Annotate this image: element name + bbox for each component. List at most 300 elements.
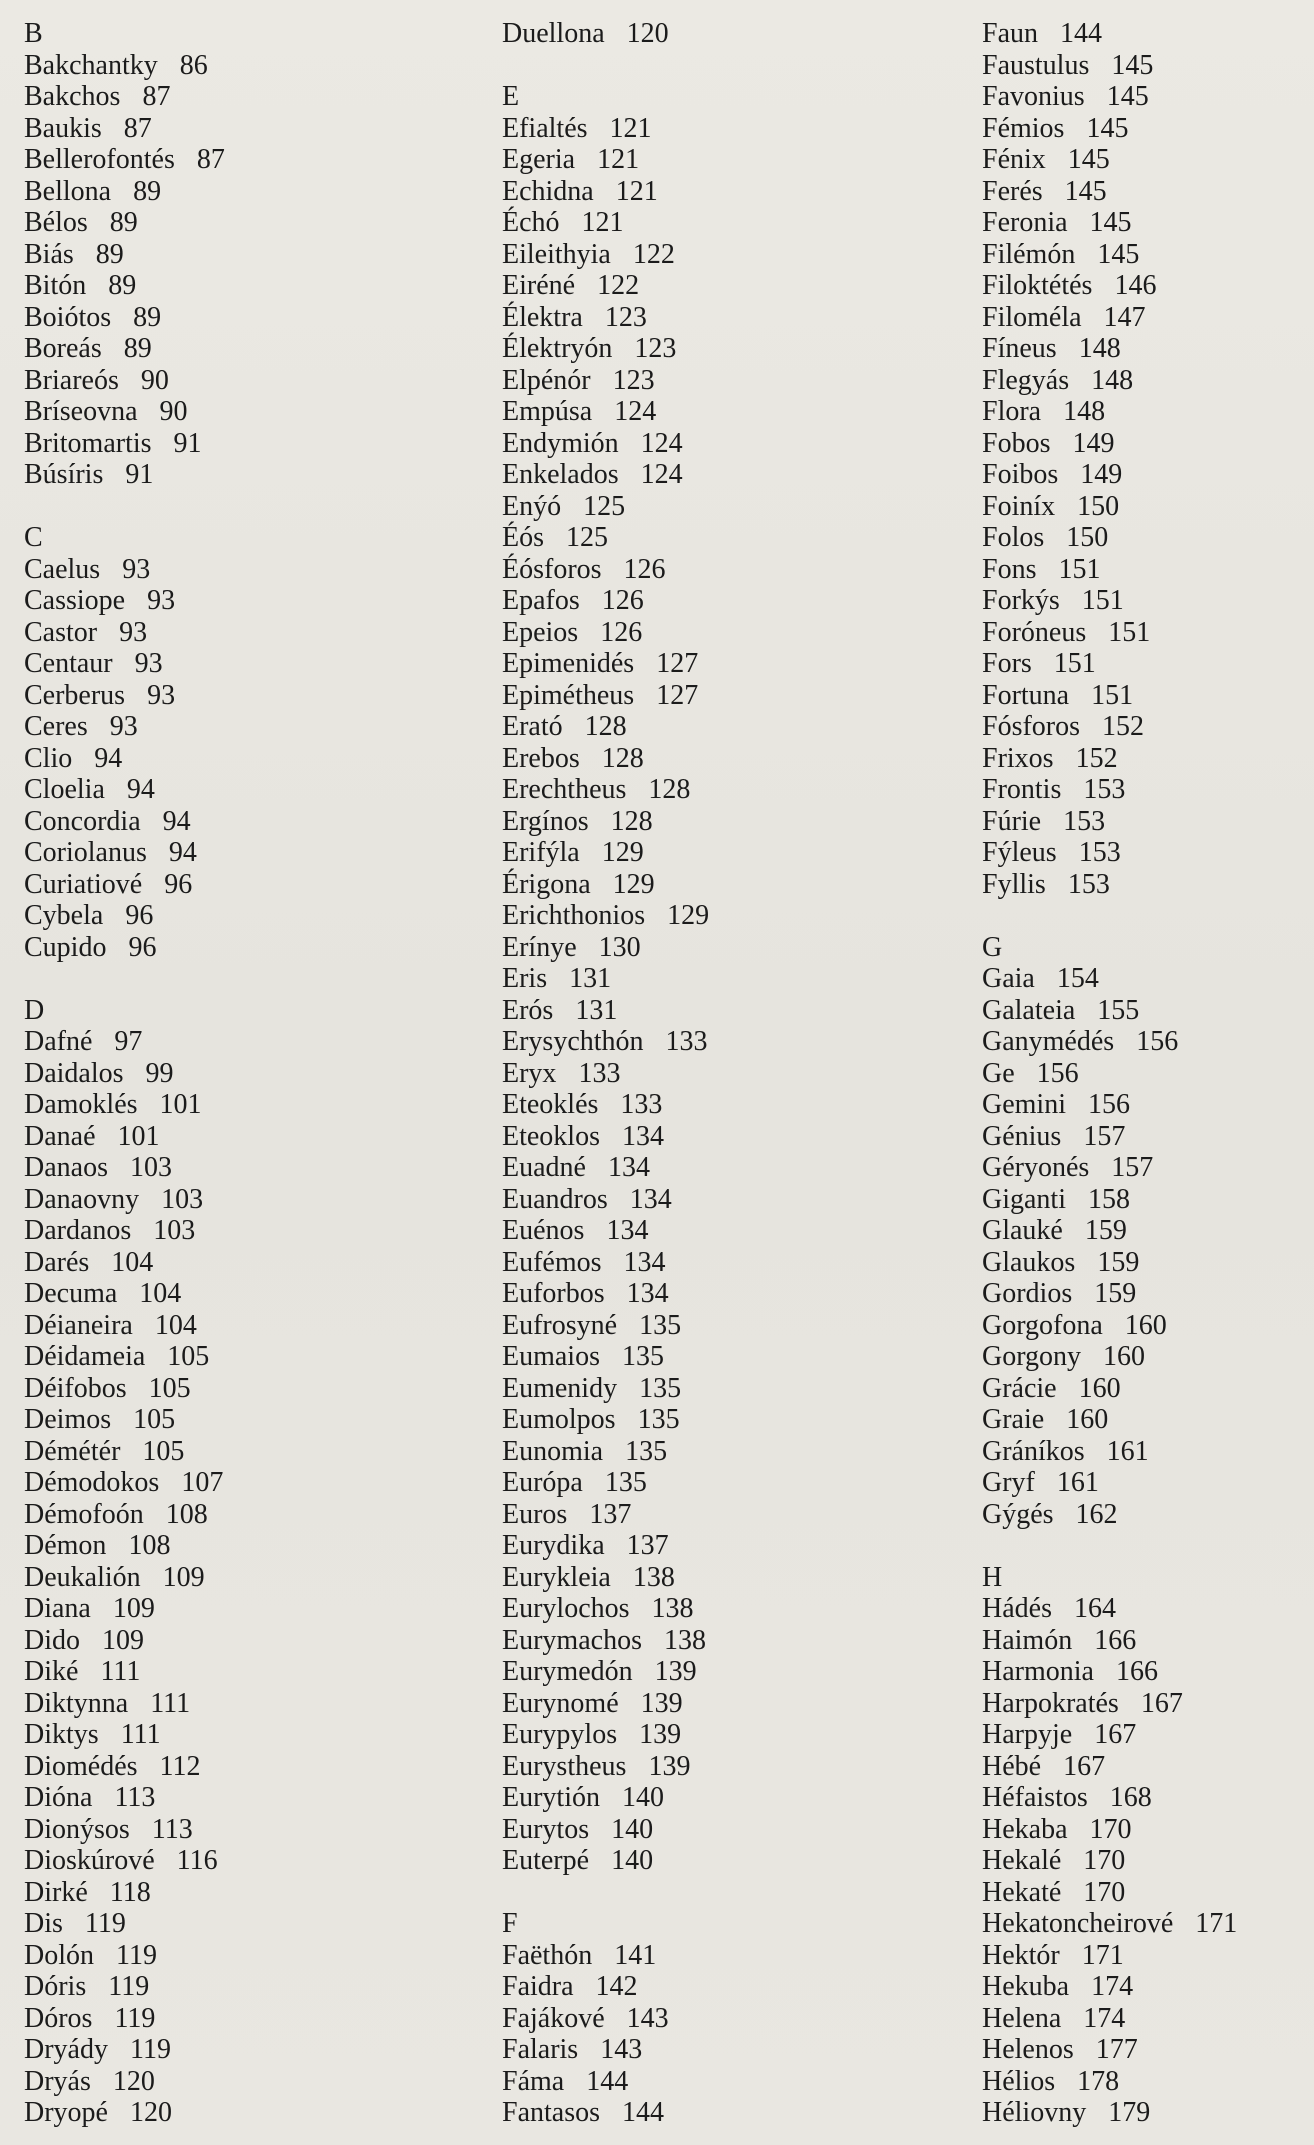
index-entry [982, 2097, 1312, 2129]
entry-page-number: 138 [651, 1593, 694, 1624]
index-entry [502, 1215, 972, 1247]
entry-name: Eurypylos [502, 1719, 618, 1750]
entry-name: Gaia [982, 963, 1035, 994]
index-entry [502, 1152, 972, 1184]
entry-name: Gorgofona [982, 1309, 1103, 1341]
entry-page-number: 142 [595, 1971, 638, 2002]
entry-page-number: 109 [102, 1624, 144, 1656]
entry-page-number: 119 [116, 1939, 157, 1971]
entry-page-number: 131 [575, 994, 618, 1026]
entry-name: Bakchantky [24, 49, 158, 81]
entry-page-number: 135 [604, 1467, 647, 1498]
index-entry [982, 617, 1312, 649]
entry-name: Frixos [982, 742, 1054, 774]
entry-page-number: 161 [1056, 1467, 1099, 1498]
index-entry [982, 2034, 1312, 2066]
entry-page-number: 111 [120, 1719, 161, 1750]
entry-name: Diomédés [24, 1750, 138, 1782]
entry-page-number: 171 [1081, 1939, 1124, 1971]
entry-name: Glaukos [982, 1246, 1076, 1278]
index-entry [502, 869, 972, 901]
index-entry [502, 239, 972, 271]
entry-page-number: 124 [614, 396, 657, 427]
index-entry [982, 1310, 1312, 1342]
entry-name: Frontis [982, 774, 1062, 805]
index-entry [502, 995, 972, 1027]
entry-page-number: 103 [153, 1215, 196, 1246]
index-entry [24, 1278, 494, 1310]
entry-name: Helenos [982, 2034, 1074, 2065]
index-entry [502, 1184, 972, 1216]
entry-page-number: 89 [123, 333, 152, 364]
index-entry [24, 837, 494, 869]
entry-page-number: 174 [1083, 2002, 1126, 2034]
index-entry [502, 1026, 972, 1058]
entry-page-number: 101 [117, 1120, 160, 1152]
index-entry [24, 1908, 494, 1940]
entry-page-number: 103 [129, 1152, 172, 1183]
entry-page-number: 155 [1097, 994, 1140, 1026]
entry-name: Gorgony [982, 1341, 1082, 1372]
entry-name: Eurykleia [502, 1561, 611, 1593]
entry-name: Búsíris [24, 459, 104, 490]
entry-name: Dóris [24, 1971, 87, 2002]
entry-page-number: 124 [640, 427, 683, 459]
entry-page-number: 133 [620, 1089, 663, 1120]
entry-page-number: 178 [1077, 2065, 1120, 2097]
entry-page-number: 104 [154, 1309, 197, 1341]
entry-name: Hektór [982, 1939, 1060, 1971]
index-entry [24, 1562, 494, 1594]
index-entry [24, 1940, 494, 1972]
entry-page-number: 170 [1083, 1845, 1126, 1876]
entry-page-number: 96 [125, 900, 154, 931]
entry-page-number: 133 [578, 1057, 621, 1089]
entry-page-number: 108 [128, 1530, 171, 1561]
index-entry [982, 1215, 1312, 1247]
index-entry [982, 743, 1312, 775]
entry-name: Bélos [24, 207, 88, 238]
index-entry [502, 113, 972, 145]
entry-name: Gryf [982, 1467, 1035, 1498]
entry-page-number: 162 [1075, 1498, 1118, 1530]
entry-name: Harpyje [982, 1719, 1073, 1750]
index-entry [982, 869, 1312, 901]
index-entry [502, 491, 972, 523]
entry-page-number: 139 [640, 1687, 683, 1719]
entry-name: Giganti [982, 1183, 1066, 1215]
entry-name: Filoktétés [982, 270, 1093, 301]
index-entry [24, 648, 494, 680]
index-entry [24, 239, 494, 271]
entry-page-number: 86 [179, 49, 208, 81]
entry-page-number: 167 [1140, 1687, 1183, 1719]
section-letter-heading: H [982, 1561, 1003, 1593]
entry-page-number: 149 [1080, 459, 1123, 490]
entry-page-number: 96 [128, 931, 157, 963]
entry-page-number: 164 [1073, 1593, 1116, 1624]
index-entry [502, 1247, 972, 1279]
entry-name: Eurynomé [502, 1687, 619, 1719]
section-gap [24, 491, 494, 523]
index-entry [24, 1184, 494, 1216]
entry-name: Héfaistos [982, 1782, 1088, 1813]
index-entry [502, 1278, 972, 1310]
entry-name: Ferés [982, 175, 1043, 207]
entry-page-number: 129 [601, 837, 644, 868]
index-entry [982, 176, 1312, 208]
index-entry [982, 1373, 1312, 1405]
index-entry [502, 1688, 972, 1720]
entry-page-number: 168 [1109, 1782, 1152, 1813]
entry-name: Epimétheus [502, 679, 635, 711]
index-entry [24, 207, 494, 239]
entry-page-number: 157 [1083, 1120, 1126, 1152]
index-column-3 [982, 18, 1312, 2129]
index-entry [502, 554, 972, 586]
index-entry [982, 113, 1312, 145]
entry-page-number: 154 [1056, 963, 1099, 994]
index-entry [24, 1751, 494, 1783]
entry-name: Euforbos [502, 1278, 605, 1309]
entry-name: Eurylochos [502, 1593, 630, 1624]
entry-page-number: 134 [629, 1183, 672, 1215]
entry-page-number: 118 [109, 1876, 151, 1908]
entry-name: Favonius [982, 81, 1085, 112]
index-entry [24, 711, 494, 743]
index-entry [24, 743, 494, 775]
index-entry [982, 522, 1312, 554]
entry-name: Gemini [982, 1089, 1066, 1120]
entry-page-number: 107 [181, 1467, 224, 1498]
index-entry [982, 1152, 1312, 1184]
entry-name: Éós [502, 522, 544, 553]
entry-name: Déidameia [24, 1341, 146, 1372]
entry-name: Euterpé [502, 1845, 590, 1876]
entry-name: Gýgés [982, 1498, 1054, 1530]
entry-name: Erínye [502, 931, 577, 963]
entry-name: Ceres [24, 711, 88, 742]
index-entry [24, 1656, 494, 1688]
entry-name: Bellona [24, 175, 112, 207]
entry-name: Deimos [24, 1404, 112, 1435]
entry-page-number: 160 [1078, 1372, 1121, 1404]
entry-name: Démétér [24, 1435, 121, 1467]
entry-page-number: 166 [1115, 1656, 1158, 1687]
index-entry [24, 869, 494, 901]
index-entry [24, 900, 494, 932]
entry-name: Darés [24, 1246, 90, 1278]
index-entry [502, 1121, 972, 1153]
entry-page-number: 145 [1064, 175, 1107, 207]
entry-page-number: 116 [176, 1845, 218, 1876]
entry-name: Cybela [24, 900, 104, 931]
entry-page-number: 109 [162, 1561, 205, 1593]
entry-name: Endymión [502, 427, 619, 459]
index-entry [24, 1782, 494, 1814]
index-entry [24, 774, 494, 806]
index-entry [502, 932, 972, 964]
index-entry [24, 1152, 494, 1184]
index-entry [982, 1341, 1312, 1373]
entry-name: Elpénór [502, 364, 591, 396]
entry-page-number: 134 [626, 1278, 669, 1309]
entry-name: Euandros [502, 1183, 608, 1215]
entry-name: Concordia [24, 805, 141, 837]
entry-name: Epafos [502, 585, 580, 616]
entry-name: Eryx [502, 1057, 557, 1089]
index-entry [982, 711, 1312, 743]
entry-name: Boreás [24, 333, 102, 364]
entry-name: Hébé [982, 1750, 1042, 1782]
index-entry [502, 711, 972, 743]
index-entry [24, 176, 494, 208]
entry-name: Glauké [982, 1215, 1063, 1246]
entry-name: Feronia [982, 207, 1068, 238]
entry-name: Erebos [502, 742, 580, 774]
entry-name: Hekatoncheirové [982, 1908, 1174, 1939]
index-entry [982, 1499, 1312, 1531]
entry-name: Érigona [502, 868, 591, 900]
entry-name: Hélios [982, 2065, 1056, 2097]
entry-page-number: 127 [656, 648, 699, 679]
entry-page-number: 145 [1097, 238, 1140, 270]
entry-page-number: 152 [1075, 742, 1118, 774]
entry-name: Erichthonios [502, 900, 646, 931]
index-entry [982, 1719, 1312, 1751]
entry-name: Enkelados [502, 459, 619, 490]
entry-name: Caelus [24, 553, 101, 585]
index-entry [502, 2034, 972, 2066]
index-entry [502, 585, 972, 617]
index-entry [24, 1593, 494, 1625]
entry-page-number: 119 [114, 2002, 156, 2034]
entry-page-number: 125 [566, 522, 608, 553]
index-entry [982, 1593, 1312, 1625]
index-entry [982, 1436, 1312, 1468]
entry-page-number: 134 [622, 1120, 664, 1152]
index-entry [24, 1877, 494, 1909]
index-entry [502, 2003, 972, 2035]
entry-page-number: 161 [1106, 1435, 1149, 1467]
index-entry [24, 1467, 494, 1499]
entry-name: Échó [502, 207, 560, 238]
index-entry [982, 1247, 1312, 1279]
index-entry [24, 1436, 494, 1468]
entry-page-number: 148 [1078, 333, 1121, 364]
entry-page-number: 135 [637, 1404, 680, 1435]
entry-page-number: 89 [109, 207, 138, 238]
entry-page-number: 112 [159, 1750, 201, 1782]
index-entry [982, 428, 1312, 460]
entry-page-number: 119 [129, 2034, 171, 2065]
entry-name: Haimón [982, 1624, 1073, 1656]
entry-page-number: 129 [612, 868, 655, 900]
entry-name: Dafné [24, 1026, 93, 1057]
index-entry [24, 2034, 494, 2066]
entry-name: Ge [982, 1057, 1015, 1089]
entry-name: Fémios [982, 112, 1065, 144]
entry-page-number: 140 [611, 1845, 654, 1876]
index-entry [24, 1247, 494, 1279]
entry-page-number: 151 [1053, 648, 1096, 679]
entry-name: Eunomia [502, 1435, 604, 1467]
entry-page-number: 124 [640, 459, 683, 490]
entry-name: Faëthón [502, 1939, 593, 1971]
section-letter-heading: F [502, 1908, 518, 1939]
entry-page-number: 145 [1111, 49, 1154, 81]
entry-name: Erós [502, 994, 554, 1026]
index-entry [502, 617, 972, 649]
index-entry [502, 2097, 972, 2129]
index-entry [24, 270, 494, 302]
entry-name: Démofoón [24, 1498, 144, 1530]
entry-name: Diana [24, 1593, 91, 1624]
entry-page-number: 90 [140, 364, 169, 396]
entry-page-number: 135 [639, 1372, 682, 1404]
entry-page-number: 140 [611, 1813, 654, 1845]
index-entry [502, 1467, 972, 1499]
index-entry [982, 1026, 1312, 1058]
section-letter-heading: E [502, 81, 520, 112]
index-entry [502, 365, 972, 397]
entry-name: Erató [502, 711, 563, 742]
entry-page-number: 121 [609, 112, 652, 144]
section-gap [982, 900, 1312, 932]
entry-name: Enýó [502, 490, 562, 522]
index-entry [982, 50, 1312, 82]
entry-page-number: 113 [151, 1813, 193, 1845]
entry-name: Démon [24, 1530, 107, 1561]
entry-page-number: 89 [95, 238, 124, 270]
index-entry [24, 2066, 494, 2098]
index-entry [24, 617, 494, 649]
entry-name: Élektra [502, 301, 583, 333]
section-letter-heading: G [982, 931, 1003, 963]
entry-name: Fobos [982, 427, 1051, 459]
entry-page-number: 143 [626, 2002, 669, 2034]
entry-page-number: 133 [665, 1026, 708, 1057]
index-entry [502, 207, 972, 239]
index-entry [502, 18, 972, 50]
entry-page-number: 120 [129, 2097, 172, 2128]
index-entry [982, 2066, 1312, 2098]
entry-page-number: 121 [597, 144, 640, 175]
entry-name: Damoklés [24, 1089, 138, 1120]
entry-name: Dardanos [24, 1215, 132, 1246]
entry-name: Duellona [502, 18, 605, 49]
index-entry [982, 648, 1312, 680]
entry-name: Cloelia [24, 774, 105, 805]
index-entry [982, 1089, 1312, 1121]
index-entry [24, 1341, 494, 1373]
entry-page-number: 135 [622, 1341, 664, 1372]
entry-page-number: 153 [1078, 837, 1121, 868]
entry-page-number: 94 [162, 805, 191, 837]
entry-page-number: 111 [100, 1656, 141, 1687]
entry-page-number: 91 [173, 427, 202, 459]
index-entry [502, 1562, 972, 1594]
entry-page-number: 147 [1103, 301, 1146, 333]
entry-name: Déifobos [24, 1372, 127, 1404]
index-entry [24, 1373, 494, 1405]
entry-page-number: 179 [1108, 2097, 1151, 2128]
entry-page-number: 170 [1089, 1813, 1132, 1845]
index-entry [982, 270, 1312, 302]
entry-page-number: 93 [119, 616, 148, 648]
entry-name: Eiréné [502, 270, 576, 301]
entry-page-number: 109 [112, 1593, 155, 1624]
entry-name: Eurytos [502, 1813, 590, 1845]
index-entry [982, 2003, 1312, 2035]
entry-name: Hekaté [982, 1876, 1062, 1908]
entry-page-number: 145 [1089, 207, 1132, 238]
index-entry [502, 1845, 972, 1877]
entry-page-number: 121 [615, 175, 658, 207]
entry-page-number: 91 [125, 459, 154, 490]
index-entry [502, 1971, 972, 2003]
entry-name: Erifýla [502, 837, 580, 868]
entry-name: Ganymédés [982, 1026, 1115, 1057]
entry-page-number: 121 [581, 207, 624, 238]
index-entry [24, 806, 494, 838]
entry-name: Folos [982, 522, 1045, 553]
entry-name: Eteoklos [502, 1120, 600, 1152]
entry-page-number: 153 [1063, 805, 1106, 837]
entry-page-number: 93 [147, 585, 176, 616]
index-entry [502, 144, 972, 176]
index-entry [502, 1089, 972, 1121]
entry-name: Britomartis [24, 427, 152, 459]
entry-name: Dirké [24, 1876, 88, 1908]
entry-page-number: 137 [589, 1498, 632, 1530]
entry-page-number: 123 [612, 364, 655, 396]
entry-page-number: 156 [1036, 1057, 1079, 1089]
index-entry [982, 1625, 1312, 1657]
index-entry [502, 1940, 972, 1972]
index-entry [982, 774, 1312, 806]
entry-page-number: 89 [133, 175, 162, 207]
index-entry [982, 1814, 1312, 1846]
entry-page-number: 123 [604, 301, 647, 333]
entry-page-number: 148 [1091, 364, 1134, 396]
entry-name: Baukis [24, 112, 102, 144]
entry-name: Eurystheus [502, 1750, 627, 1782]
index-entry [24, 333, 494, 365]
entry-name: Euros [502, 1498, 568, 1530]
entry-page-number: 120 [112, 2065, 155, 2097]
index-entry [982, 1845, 1312, 1877]
index-entry [982, 680, 1312, 712]
entry-name: Flegyás [982, 364, 1070, 396]
entry-page-number: 137 [626, 1530, 669, 1561]
entry-name: Harpokratés [982, 1687, 1119, 1719]
entry-page-number: 139 [648, 1750, 691, 1782]
entry-page-number: 150 [1077, 490, 1120, 522]
index-entry [24, 1530, 494, 1562]
index-entry [24, 1089, 494, 1121]
index-entry [982, 1404, 1312, 1436]
entry-page-number: 177 [1095, 2034, 1138, 2065]
entry-page-number: 160 [1124, 1309, 1167, 1341]
entry-page-number: 157 [1111, 1152, 1154, 1183]
entry-name: Decuma [24, 1278, 118, 1309]
index-entry [502, 1404, 972, 1436]
index-entry [502, 333, 972, 365]
entry-name: Eris [502, 963, 548, 994]
entry-name: Daidalos [24, 1057, 124, 1089]
entry-name: Boiótos [24, 301, 112, 333]
